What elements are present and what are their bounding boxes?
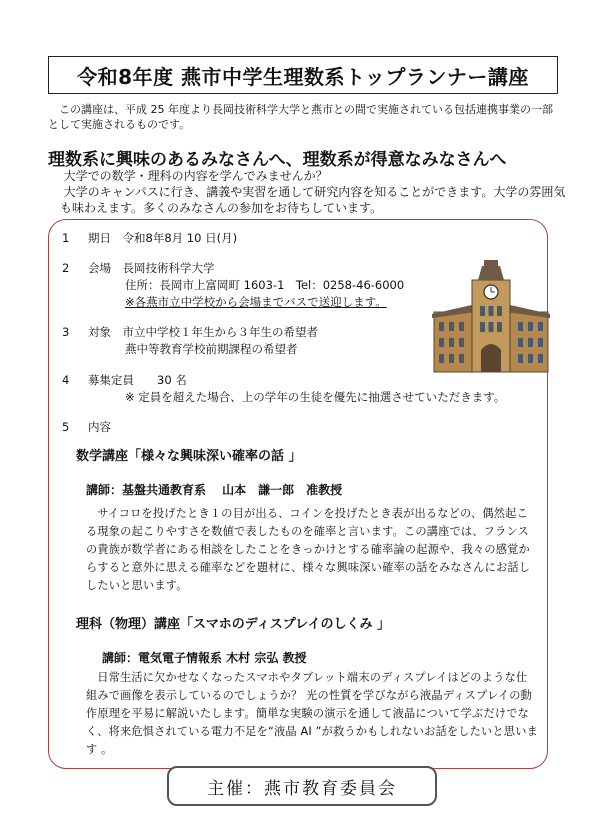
capacity-note: ※ 定員を超えた場合、上の学年の生徒を優先に抽選させていただきます。 [125, 390, 506, 404]
lead-line-2: 大学のキャンパスに行き、講義や実習を通して研究内容を知ることができます。大学の雰囲気も味わえます。多くのみなさんの参加をお待ちしています。 [60, 185, 566, 215]
university-building-icon [432, 258, 550, 373]
item-number: 3 [62, 325, 70, 339]
headline: 理数系に興味のあるみなさんへ、理数系が得意なみなさんへ [48, 150, 507, 170]
course-description-math: サイコロを投げたとき１の目が出る、コインを投げたとき表が出るなどの、偶然起こる現象の起こりやすさを数値で表したものを確率と言います。この講座では、フランスの貴族が数学者にある相談をしたことをきっかけとする確率論の起源や、我々の感覚からすると意外に思える確率などを題材に、様々な興味深い確率の話をみなさんにお話ししたいと思います。 [86, 507, 531, 592]
item-date [62, 229, 237, 247]
item-number: 5 [62, 420, 70, 434]
item-number: 2 [62, 261, 70, 275]
lead-line-1: 大学での数学・理科の内容を学んでみませんか？ [63, 169, 328, 183]
venue-bus-note: ※各燕市立中学校から会場までバスで送迎します。 [125, 295, 387, 309]
course-description-physics: 日常生活に欠かせなくなったスマホやタブレット端末のディスプレイはどのような仕組みで画像を表示しているのでしょうか？ 光の性質を学びながら液晶ディスプレイの動作原理を平易に解説いたします。簡単な実験の演示を通して液晶について学ぶだけでなく、将来危惧されている電力不足を“液晶 AI ”が救うかもしれないお話をしたいと思います 。 [86, 671, 538, 756]
lead-paragraph [60, 168, 570, 216]
item-number: 4 [62, 373, 70, 387]
item-venue [62, 259, 215, 277]
item-content [62, 418, 111, 436]
lecturer-physics: 講師：電気電子情報系 木村 宗弘 教授 [102, 651, 307, 665]
item-target-line-1: 対象 市立中学校１年生から３年生の希望者 [88, 325, 318, 339]
target-line-2: 燕中等教育学校前期課程の希望者 [125, 342, 298, 356]
intro-paragraph: この講座は、平成 25 年度より長岡技術科学大学と燕市との間で実施されている包括連携事業の一部として実施されるものです。 [48, 103, 553, 131]
sponsor-box: 主催：燕市教育委員会 [167, 766, 437, 806]
course-title-math: 数学講座「様々な興味深い確率の話 」 [76, 449, 302, 464]
venue-address: 住所：長岡市上富岡町 1603-1 Tel：0258-46-6000 [125, 278, 405, 292]
page-title: 令和8年度 燕市中学生理数系トップランナー講座 [48, 56, 558, 94]
item-capacity [62, 371, 187, 389]
item-target [62, 323, 318, 341]
item-date-text: 期日 令和8年8月 10 日(月) [88, 231, 238, 245]
item-content-label: 内容 [88, 420, 111, 434]
item-number: 1 [62, 231, 70, 245]
lecturer-math: 講師：基盤共通教育系 山本 謙一郎 准教授 [86, 483, 343, 497]
item-venue-line-1: 会場 長岡技術科学大学 [88, 261, 215, 275]
course-title-physics: 理科（物理）講座「スマホのディスプレイのしくみ 」 [76, 617, 391, 632]
item-capacity-line-1: 募集定員 30 名 [88, 373, 187, 387]
